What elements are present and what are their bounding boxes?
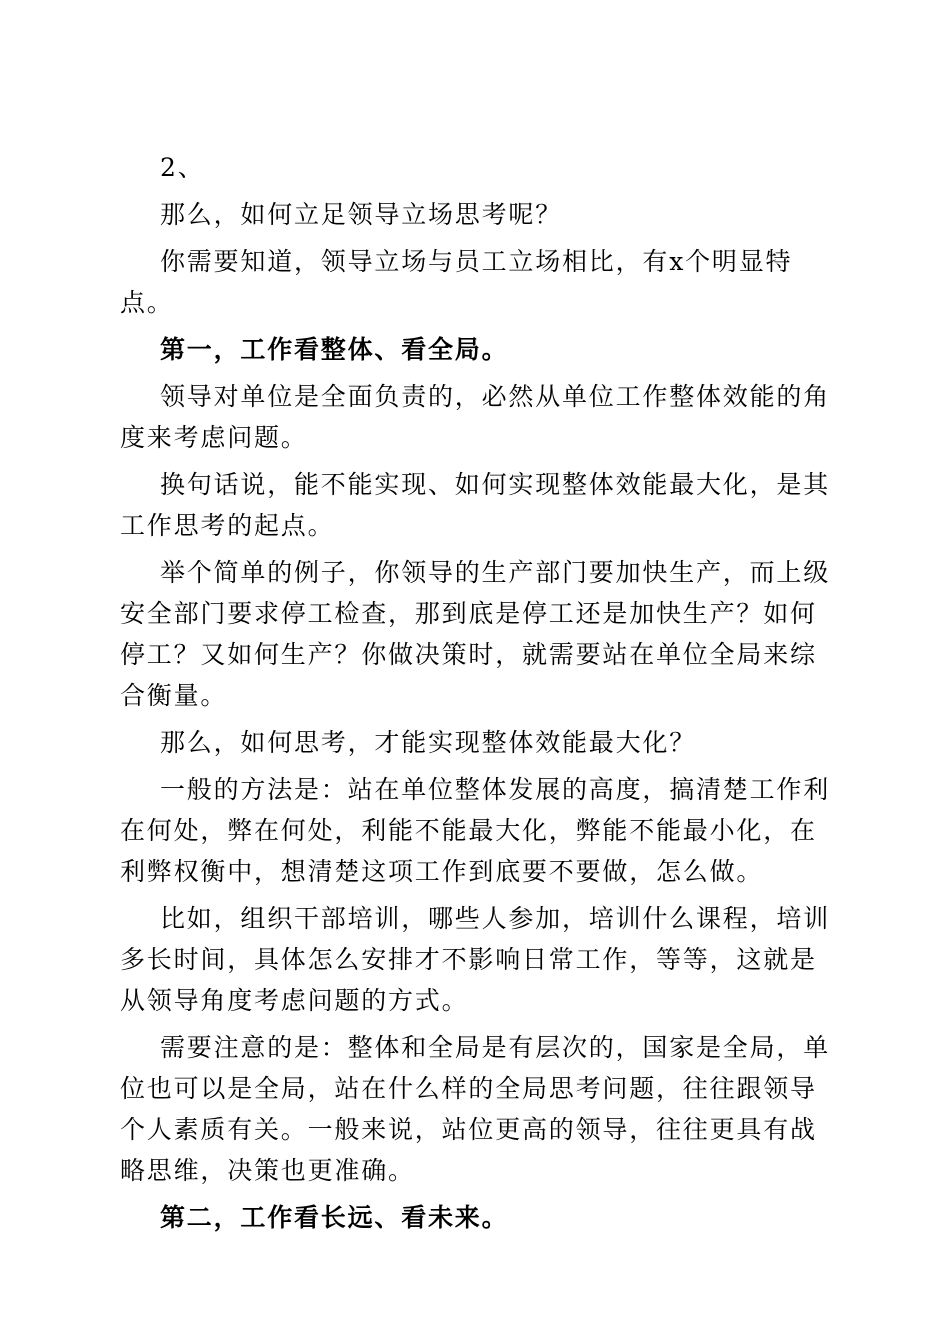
paragraph-example: 比如，组织干部培训，哪些人参加，培训什么课程，培训多长时间，具体怎么安排才不影响日常工作，等等，这就是从领导角度考虑问题的方式。 [120, 904, 831, 1015]
paragraph-question: 那么，如何思考，才能实现整体效能最大化？ [160, 728, 697, 757]
paragraph-body: 领导对单位是全面负责的，必然从单位工作整体效能的角度来考虑问题。 [120, 382, 831, 452]
document-page [120, 147, 832, 1238]
heading-second-point: 第二，工作看长远、看未来。 [160, 1203, 509, 1232]
paragraph-note: 需要注意的是：整体和全局是有层次的，国家是全局，单位也可以是全局，站在什么样的全局思考问题，往往跟领导个人素质有关。一般来说，站位更高的领导，往往更具有战略思维，决策也更准确。 [120, 1033, 831, 1185]
heading-first-point: 第一，工作看整体、看全局。 [160, 335, 509, 364]
paragraph-section-number: 2、 [160, 153, 205, 182]
paragraph-body: 换句话说，能不能实现、如何实现整体效能最大化，是其工作思考的起点。 [120, 470, 831, 540]
paragraph-question: 那么，如何立足领导立场思考呢？ [160, 200, 563, 229]
paragraph-intro: 你需要知道，领导立场与员工立场相比，有x个明显特点。 [120, 247, 793, 317]
paragraph-method: 一般的方法是：站在单位整体发展的高度，搞清楚工作利在何处，弊在何处，利能不能最大化，弊能不能最小化，在利弊权衡中，想清楚这项工作到底要不要做，怎么做。 [120, 775, 831, 886]
paragraph-example: 举个简单的例子，你领导的生产部门要加快生产，而上级安全部门要求停工检查，那到底是停工还是加快生产？如何停工？又如何生产？你做决策时，就需要站在单位全局来综合衡量。 [120, 558, 831, 710]
